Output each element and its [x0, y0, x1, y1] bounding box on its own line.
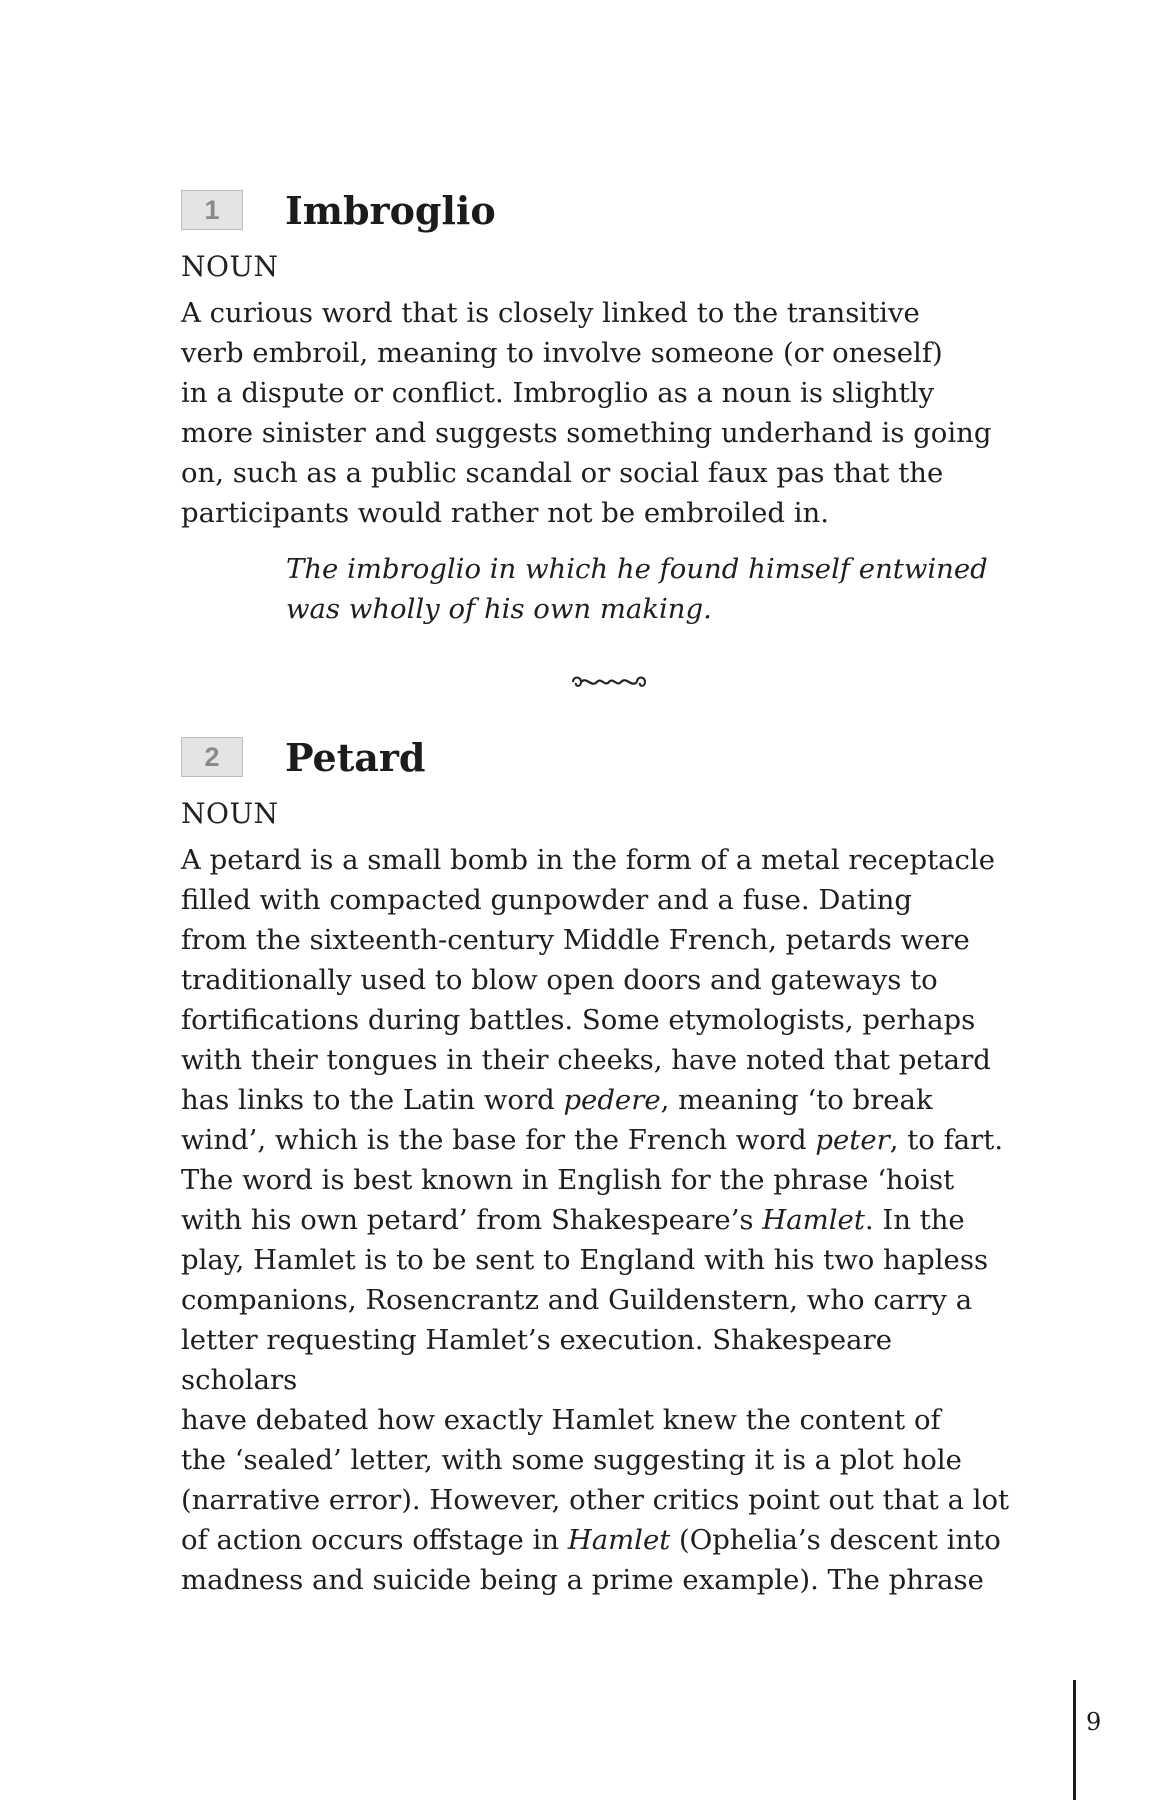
usage-example	[286, 549, 1011, 629]
definition-line: have debated how exactly Hamlet knew the content of	[181, 1404, 941, 1436]
part-of-speech: NOUN	[181, 250, 279, 283]
definition-line: fortifications during battles. Some etymologists, perhaps	[181, 1004, 976, 1036]
definition-line: participants would rather not be embroiled in.	[181, 497, 830, 529]
definition-line: play, Hamlet is to be sent to England with his two hapless	[181, 1244, 989, 1276]
entry-header	[181, 731, 1011, 783]
definition-line: traditionally used to blow open doors and gateways to	[181, 964, 938, 996]
definition-line: companions, Rosencrantz and Guildenstern, who carry a	[181, 1284, 973, 1316]
text-run: (Ophelia’s descent into	[670, 1524, 1001, 1556]
section-divider-ornament	[181, 673, 1011, 691]
definition-line	[181, 1124, 1003, 1156]
example-line: was wholly of his own making.	[286, 593, 712, 625]
definition-line: A curious word that is closely linked to the transitive	[181, 297, 920, 329]
example-line: The imbroglio in which he found himself entwined	[286, 553, 988, 585]
definition-line: madness and suicide being a prime example). The phrase	[181, 1564, 984, 1596]
definition-line: A petard is a small bomb in the form of a metal receptacle	[181, 844, 995, 876]
definition-line: filled with compacted gunpowder and a fuse. Dating	[181, 884, 912, 916]
flourish-icon	[569, 673, 649, 691]
headword: Petard	[285, 734, 426, 780]
entry-number-badge: 1	[181, 190, 243, 230]
definition-line: from the sixteenth-century Middle French, petards were	[181, 924, 970, 956]
entry-imbroglio	[181, 184, 1011, 629]
text-run: of action occurs offstage in	[181, 1524, 568, 1556]
definition-line	[181, 1204, 965, 1236]
entry-petard	[181, 731, 1011, 1600]
definition-line: on, such as a public scandal or social faux pas that the	[181, 457, 944, 489]
page-number: 9	[1086, 1708, 1102, 1736]
text-run: . In the	[864, 1204, 965, 1236]
entry-number-badge: 2	[181, 737, 243, 777]
text-run: has links to the Latin word	[181, 1084, 564, 1116]
definition-line	[181, 1084, 933, 1116]
entry-header	[181, 184, 1011, 236]
headword: Imbroglio	[285, 187, 496, 233]
text-run: , to fart.	[889, 1124, 1004, 1156]
italic-term: pedere	[563, 1084, 661, 1116]
definition-line: verb embroil, meaning to involve someone (or oneself)	[181, 337, 943, 369]
text-run: with his own petard’ from Shakespeare’s	[181, 1204, 763, 1236]
page-content	[181, 184, 1011, 1600]
definition-line: The word is best known in English for the phrase ‘hoist	[181, 1164, 955, 1196]
folio-rule	[1073, 1680, 1076, 1800]
text-run: wind’, which is the base for the French word	[181, 1124, 816, 1156]
italic-title: Hamlet	[567, 1524, 671, 1556]
definition-line: (narrative error). However, other critics point out that a lot	[181, 1484, 1010, 1516]
text-run: , meaning ‘to break	[660, 1084, 933, 1116]
italic-title: Hamlet	[762, 1204, 865, 1236]
definition-line	[181, 1524, 1001, 1556]
definition-line: more sinister and suggests something underhand is going	[181, 417, 992, 449]
definition	[181, 293, 1011, 533]
definition-line: in a dispute or conflict. Imbroglio as a noun is slightly	[181, 377, 935, 409]
definition-line: letter requesting Hamlet’s execution. Shakespeare scholars	[181, 1324, 892, 1396]
definition-line: the ‘sealed’ letter, with some suggesting it is a plot hole	[181, 1444, 962, 1476]
definition	[181, 840, 1011, 1600]
italic-term: peter	[815, 1124, 890, 1156]
part-of-speech: NOUN	[181, 797, 279, 830]
definition-line: with their tongues in their cheeks, have noted that petard	[181, 1044, 991, 1076]
